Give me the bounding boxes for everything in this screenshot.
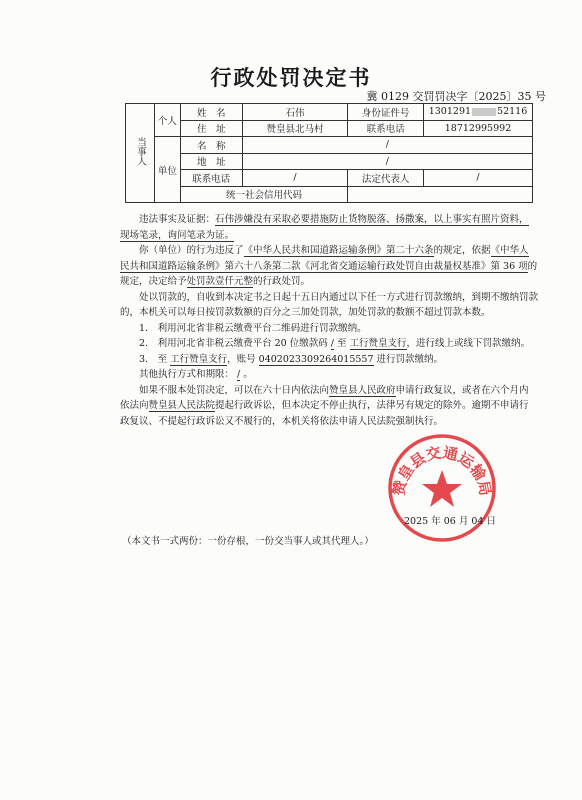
id-label: 身份证件号 (348, 104, 424, 121)
official-seal (386, 432, 498, 544)
unit-address-label: 地 址 (180, 153, 242, 170)
name-value: 石伟 (242, 104, 348, 121)
issue-date: 2025 年 06 月 04 日 (404, 516, 496, 527)
credit-code-label: 统一社会信用代码 (180, 186, 347, 203)
address-label: 住 址 (180, 120, 242, 137)
facts-paragraph: 违法事实及证据：石伟涉嫌没有采取必要措施防止货物脱落、扬撒案，以上事实有照片资料，现场笔录，询问笔录为证。 (120, 214, 529, 241)
unit-name-value: / (242, 137, 532, 154)
payment-item-1: 1. 利用河北省非税云缴费平台二维码进行罚款缴纳。 (139, 322, 367, 334)
legal-rep-label: 法定代表人 (348, 170, 424, 187)
payment-intro: 处以罚款的，自收到本决定书之日起十五日内通过以下任一方式进行罚款缴纳，到期不缴纳罚款的，本机关可以每日按罚款数额的百分之三加处罚款，加处罚款的数额不超过罚款本数。 (120, 291, 539, 318)
decision-body (120, 212, 538, 429)
name-label: 姓 名 (180, 104, 242, 121)
unit-address-value: / (242, 153, 532, 170)
phone-label: 联系电话 (348, 120, 424, 137)
document-number: 冀 0129 交罚罚决字〔2025〕35 号 (366, 90, 546, 103)
payment-item-2: 2. 利用河北省非税云缴费平台 20 位缴款码 / 至 工行赞皇支行，进行线上或线下罚款缴纳。 (139, 338, 531, 349)
footnote: （本文书一式两份：一份存根，一份交当事人或其代理人。） (122, 536, 374, 547)
phone-value: 18712995992 (424, 120, 533, 137)
document-title: 行政处罚决定书 (210, 66, 372, 90)
individual-label: 个人 (154, 104, 180, 137)
id-value: 1301291 52116 (424, 104, 533, 121)
seal-text: 赞皇县交通运输局 (389, 443, 495, 498)
unit-name-label: 名 称 (180, 137, 242, 154)
party-info-table (125, 103, 533, 203)
unit-label: 单位 (154, 137, 180, 203)
other-method: 其他执行方式和期限： / 。 (139, 369, 253, 380)
credit-code-value (348, 186, 533, 203)
unit-phone-label: 联系电话 (180, 170, 242, 187)
violation-paragraph: 你（单位）的行为违反了《中华人民共和国道路运输条例》第二十六条的规定，依据《中华人民共和国道路运输条例》第六十八条第二款《河北省交通运输行政处罚自由裁量权基准》第 36 项的规定，决定给予处罚款壹仟元整的行政处罚。 (120, 245, 538, 287)
party-group-label: 当事人 (126, 104, 155, 203)
unit-phone-value: / (242, 170, 348, 187)
address-value: 赞皇县北马村 (242, 120, 348, 137)
redaction-blur (472, 108, 496, 116)
appeal-paragraph: 如果不服本处罚决定，可以在六十日内依法向赞皇县人民政府申请行政复议，或者在六个月内依法向赞皇县人民法院提起行政诉讼，但本决定不停止执行，法律另有规定的除外。逾期不申请行政复议、不提起行政诉讼又不履行的，本机关将依法申请人民法院强制执行。 (120, 384, 529, 427)
seal-star-icon (422, 470, 462, 507)
legal-rep-value: / (424, 170, 533, 187)
payment-item-3: 3. 至 工行赞皇支行，账号 0402023309264015557 进行罚款缴纳。 (139, 353, 444, 365)
